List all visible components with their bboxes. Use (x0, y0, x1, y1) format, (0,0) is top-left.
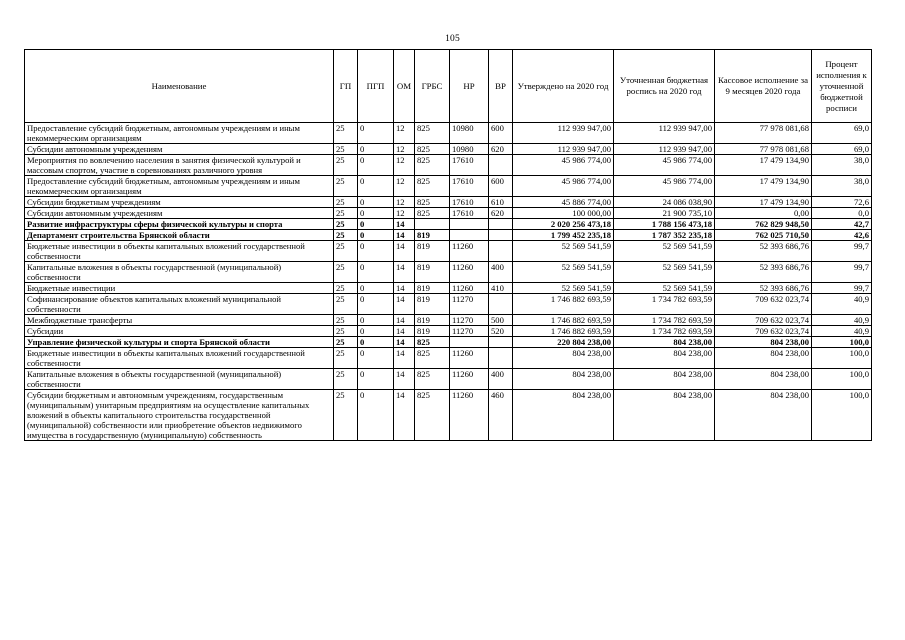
cell-pgp: 0 (358, 348, 394, 369)
cell-grbs: 819 (415, 294, 450, 315)
header-approved: Утверждено на 2020 год (513, 50, 614, 123)
cell-om: 14 (394, 390, 415, 441)
cell-vr (489, 230, 513, 241)
cell-name: Субсидии автономным учреждениям (25, 144, 334, 155)
cell-percent: 99,7 (812, 283, 872, 294)
cell-approved: 45 886 774,00 (513, 197, 614, 208)
table-row (25, 283, 872, 294)
cell-name: Бюджетные инвестиции в объекты капитальных вложений государственной собственности (25, 348, 334, 369)
cell-percent: 69,0 (812, 144, 872, 155)
cell-percent: 42,7 (812, 219, 872, 230)
cell-pgp: 0 (358, 241, 394, 262)
table-row (25, 144, 872, 155)
cell-np: 11260 (450, 241, 489, 262)
cell-np: 11260 (450, 390, 489, 441)
cell-approved: 1 746 882 693,59 (513, 326, 614, 337)
header-np: НР (450, 50, 489, 123)
table-row (25, 176, 872, 197)
cell-refined: 45 986 774,00 (614, 176, 715, 197)
cell-percent: 100,0 (812, 390, 872, 441)
cell-om: 14 (394, 219, 415, 230)
cell-grbs: 819 (415, 326, 450, 337)
cell-refined: 52 569 541,59 (614, 283, 715, 294)
cell-om: 14 (394, 326, 415, 337)
table-row (25, 197, 872, 208)
cell-om: 12 (394, 155, 415, 176)
cell-approved: 112 939 947,00 (513, 123, 614, 144)
cell-cash: 17 479 134,90 (715, 197, 812, 208)
table-row (25, 390, 872, 441)
table-row (25, 337, 872, 348)
cell-approved: 52 569 541,59 (513, 241, 614, 262)
cell-gp: 25 (334, 230, 358, 241)
table-row (25, 230, 872, 241)
cell-approved: 2 020 256 473,18 (513, 219, 614, 230)
cell-percent: 38,0 (812, 155, 872, 176)
header-om: ОМ (394, 50, 415, 123)
cell-pgp: 0 (358, 283, 394, 294)
cell-np: 11260 (450, 369, 489, 390)
cell-cash: 52 393 686,76 (715, 262, 812, 283)
cell-om: 12 (394, 123, 415, 144)
cell-np: 11270 (450, 315, 489, 326)
cell-cash: 762 025 710,50 (715, 230, 812, 241)
table-row (25, 155, 872, 176)
cell-cash: 709 632 023,74 (715, 326, 812, 337)
table-row (25, 241, 872, 262)
cell-name: Субсидии (25, 326, 334, 337)
cell-refined: 112 939 947,00 (614, 123, 715, 144)
cell-name: Софинансирование объектов капитальных вложений муниципальной собственности (25, 294, 334, 315)
cell-vr: 620 (489, 144, 513, 155)
header-cash: Кассовое исполнение за 9 месяцев 2020 года (715, 50, 812, 123)
cell-pgp: 0 (358, 219, 394, 230)
cell-refined: 1 734 782 693,59 (614, 315, 715, 326)
cell-grbs: 825 (415, 348, 450, 369)
cell-percent: 40,9 (812, 315, 872, 326)
cell-np: 10980 (450, 123, 489, 144)
cell-name: Мероприятия по вовлечению населения в занятия физической культурой и массовым спортом, участие в соревнованиях различного уровня (25, 155, 334, 176)
cell-approved: 52 569 541,59 (513, 262, 614, 283)
cell-np: 11270 (450, 294, 489, 315)
cell-approved: 804 238,00 (513, 390, 614, 441)
cell-om: 12 (394, 176, 415, 197)
cell-om: 14 (394, 369, 415, 390)
header-gp: ГП (334, 50, 358, 123)
table-row (25, 326, 872, 337)
cell-refined: 1 787 352 235,18 (614, 230, 715, 241)
table-row (25, 208, 872, 219)
cell-pgp: 0 (358, 337, 394, 348)
cell-vr (489, 348, 513, 369)
table-row (25, 123, 872, 144)
cell-pgp: 0 (358, 176, 394, 197)
cell-pgp: 0 (358, 155, 394, 176)
cell-gp: 25 (334, 208, 358, 219)
cell-vr (489, 241, 513, 262)
cell-cash: 17 479 134,90 (715, 176, 812, 197)
cell-approved: 220 804 238,00 (513, 337, 614, 348)
cell-gp: 25 (334, 155, 358, 176)
cell-om: 12 (394, 208, 415, 219)
budget-execution-table (24, 49, 872, 441)
cell-pgp: 0 (358, 326, 394, 337)
cell-gp: 25 (334, 241, 358, 262)
cell-pgp: 0 (358, 144, 394, 155)
cell-cash: 709 632 023,74 (715, 294, 812, 315)
cell-gp: 25 (334, 219, 358, 230)
cell-pgp: 0 (358, 230, 394, 241)
cell-name: Развитие инфраструктуры сферы физической культуры и спорта (25, 219, 334, 230)
cell-name: Капитальные вложения в объекты государственной (муниципальной) собственности (25, 262, 334, 283)
cell-refined: 804 238,00 (614, 337, 715, 348)
cell-cash: 709 632 023,74 (715, 315, 812, 326)
cell-gp: 25 (334, 337, 358, 348)
cell-cash: 804 238,00 (715, 348, 812, 369)
table-row (25, 315, 872, 326)
cell-cash: 804 238,00 (715, 390, 812, 441)
cell-grbs: 825 (415, 208, 450, 219)
cell-percent: 72,6 (812, 197, 872, 208)
cell-grbs: 825 (415, 155, 450, 176)
table-row (25, 219, 872, 230)
cell-refined: 804 238,00 (614, 348, 715, 369)
cell-name: Капитальные вложения в объекты государственной (муниципальной) собственности (25, 369, 334, 390)
cell-percent: 40,9 (812, 326, 872, 337)
cell-vr: 400 (489, 369, 513, 390)
cell-name: Межбюджетные трансферты (25, 315, 334, 326)
cell-pgp: 0 (358, 315, 394, 326)
cell-vr: 410 (489, 283, 513, 294)
cell-refined: 1 788 156 473,18 (614, 219, 715, 230)
cell-grbs: 825 (415, 369, 450, 390)
cell-vr: 400 (489, 262, 513, 283)
table-row (25, 262, 872, 283)
cell-cash: 52 393 686,76 (715, 241, 812, 262)
cell-gp: 25 (334, 315, 358, 326)
cell-np (450, 219, 489, 230)
cell-np: 11260 (450, 348, 489, 369)
cell-om: 14 (394, 315, 415, 326)
cell-cash: 804 238,00 (715, 369, 812, 390)
cell-gp: 25 (334, 176, 358, 197)
cell-refined: 1 734 782 693,59 (614, 326, 715, 337)
cell-name: Предоставление субсидий бюджетным, автономным учреждениям и иным некоммерческим организациям (25, 123, 334, 144)
cell-gp: 25 (334, 348, 358, 369)
cell-grbs: 825 (415, 197, 450, 208)
cell-grbs: 819 (415, 315, 450, 326)
cell-vr (489, 219, 513, 230)
cell-np: 11260 (450, 262, 489, 283)
cell-vr: 460 (489, 390, 513, 441)
cell-approved: 45 986 774,00 (513, 155, 614, 176)
cell-refined: 24 086 038,90 (614, 197, 715, 208)
cell-vr: 620 (489, 208, 513, 219)
table-row (25, 369, 872, 390)
cell-percent: 100,0 (812, 337, 872, 348)
cell-vr: 600 (489, 176, 513, 197)
cell-grbs: 825 (415, 144, 450, 155)
cell-np: 11270 (450, 326, 489, 337)
cell-np: 17610 (450, 176, 489, 197)
cell-approved: 112 939 947,00 (513, 144, 614, 155)
cell-np: 11260 (450, 283, 489, 294)
cell-om: 14 (394, 348, 415, 369)
cell-np: 17610 (450, 208, 489, 219)
cell-refined: 52 569 541,59 (614, 262, 715, 283)
cell-gp: 25 (334, 326, 358, 337)
cell-refined: 21 900 735,10 (614, 208, 715, 219)
cell-pgp: 0 (358, 197, 394, 208)
cell-approved: 45 986 774,00 (513, 176, 614, 197)
cell-pgp: 0 (358, 262, 394, 283)
cell-pgp: 0 (358, 208, 394, 219)
cell-gp: 25 (334, 390, 358, 441)
cell-percent: 69,0 (812, 123, 872, 144)
cell-percent: 100,0 (812, 369, 872, 390)
cell-refined: 804 238,00 (614, 369, 715, 390)
cell-gp: 25 (334, 262, 358, 283)
cell-refined: 804 238,00 (614, 390, 715, 441)
cell-grbs: 819 (415, 230, 450, 241)
cell-gp: 25 (334, 144, 358, 155)
cell-grbs: 819 (415, 283, 450, 294)
cell-vr: 520 (489, 326, 513, 337)
cell-grbs: 825 (415, 337, 450, 348)
cell-om: 14 (394, 262, 415, 283)
cell-vr: 600 (489, 123, 513, 144)
cell-percent: 99,7 (812, 241, 872, 262)
cell-grbs: 825 (415, 390, 450, 441)
cell-grbs: 825 (415, 123, 450, 144)
cell-grbs: 819 (415, 262, 450, 283)
cell-vr (489, 155, 513, 176)
cell-np: 17610 (450, 155, 489, 176)
cell-name: Субсидии бюджетным учреждениям (25, 197, 334, 208)
header-name: Наименование (25, 50, 334, 123)
cell-approved: 1 746 882 693,59 (513, 315, 614, 326)
cell-refined: 1 734 782 693,59 (614, 294, 715, 315)
cell-refined: 52 569 541,59 (614, 241, 715, 262)
cell-cash: 17 479 134,90 (715, 155, 812, 176)
cell-approved: 1 746 882 693,59 (513, 294, 614, 315)
cell-percent: 99,7 (812, 262, 872, 283)
cell-vr: 610 (489, 197, 513, 208)
cell-approved: 100 000,00 (513, 208, 614, 219)
cell-name: Субсидии автономным учреждениям (25, 208, 334, 219)
cell-grbs: 825 (415, 176, 450, 197)
table-row (25, 294, 872, 315)
cell-vr: 500 (489, 315, 513, 326)
cell-pgp: 0 (358, 390, 394, 441)
cell-cash: 804 238,00 (715, 337, 812, 348)
cell-np (450, 337, 489, 348)
cell-cash: 77 978 081,68 (715, 123, 812, 144)
cell-cash: 0,00 (715, 208, 812, 219)
page-number: 105 (445, 34, 460, 44)
cell-name: Субсидии бюджетным и автономным учреждениям, государственным (муниципальным) унитарным предприятиям на осуществление капитальных вложений в объекты капитального строительства государственной (муниципальной) собственности или приобретение объектов недвижимого имущества в государственную (муниципальную) собственность (25, 390, 334, 441)
cell-om: 14 (394, 294, 415, 315)
cell-gp: 25 (334, 369, 358, 390)
cell-name: Предоставление субсидий бюджетным, автономным учреждениям и иным некоммерческим организациям (25, 176, 334, 197)
cell-percent: 0,0 (812, 208, 872, 219)
cell-om: 14 (394, 241, 415, 262)
cell-approved: 804 238,00 (513, 369, 614, 390)
header-grbs: ГРБС (415, 50, 450, 123)
cell-grbs (415, 219, 450, 230)
cell-om: 14 (394, 283, 415, 294)
cell-vr (489, 337, 513, 348)
cell-pgp: 0 (358, 123, 394, 144)
cell-om: 14 (394, 230, 415, 241)
cell-name: Бюджетные инвестиции (25, 283, 334, 294)
cell-cash: 77 978 081,68 (715, 144, 812, 155)
header-refined: Уточненная бюджетная роспись на 2020 год (614, 50, 715, 123)
cell-approved: 52 569 541,59 (513, 283, 614, 294)
cell-gp: 25 (334, 123, 358, 144)
cell-np: 10980 (450, 144, 489, 155)
cell-grbs: 819 (415, 241, 450, 262)
cell-pgp: 0 (358, 369, 394, 390)
cell-refined: 45 986 774,00 (614, 155, 715, 176)
cell-approved: 1 799 452 235,18 (513, 230, 614, 241)
cell-approved: 804 238,00 (513, 348, 614, 369)
cell-om: 12 (394, 197, 415, 208)
cell-name: Департамент строительства Брянской области (25, 230, 334, 241)
cell-gp: 25 (334, 294, 358, 315)
cell-np: 17610 (450, 197, 489, 208)
cell-percent: 100,0 (812, 348, 872, 369)
cell-gp: 25 (334, 283, 358, 294)
cell-gp: 25 (334, 197, 358, 208)
cell-om: 12 (394, 144, 415, 155)
cell-cash: 52 393 686,76 (715, 283, 812, 294)
cell-percent: 40,9 (812, 294, 872, 315)
cell-refined: 112 939 947,00 (614, 144, 715, 155)
header-percent: Процент исполнения к уточненной бюджетной росписи (812, 50, 872, 123)
cell-percent: 42,6 (812, 230, 872, 241)
header-pgp: ПГП (358, 50, 394, 123)
cell-cash: 762 829 948,50 (715, 219, 812, 230)
cell-percent: 38,0 (812, 176, 872, 197)
table-header-row (25, 50, 872, 123)
table-row (25, 348, 872, 369)
cell-name: Бюджетные инвестиции в объекты капитальных вложений государственной собственности (25, 241, 334, 262)
cell-vr (489, 294, 513, 315)
header-vr: ВР (489, 50, 513, 123)
cell-pgp: 0 (358, 294, 394, 315)
cell-name: Управление физической культуры и спорта Брянской области (25, 337, 334, 348)
table-body (25, 123, 872, 441)
cell-np (450, 230, 489, 241)
cell-om: 14 (394, 337, 415, 348)
